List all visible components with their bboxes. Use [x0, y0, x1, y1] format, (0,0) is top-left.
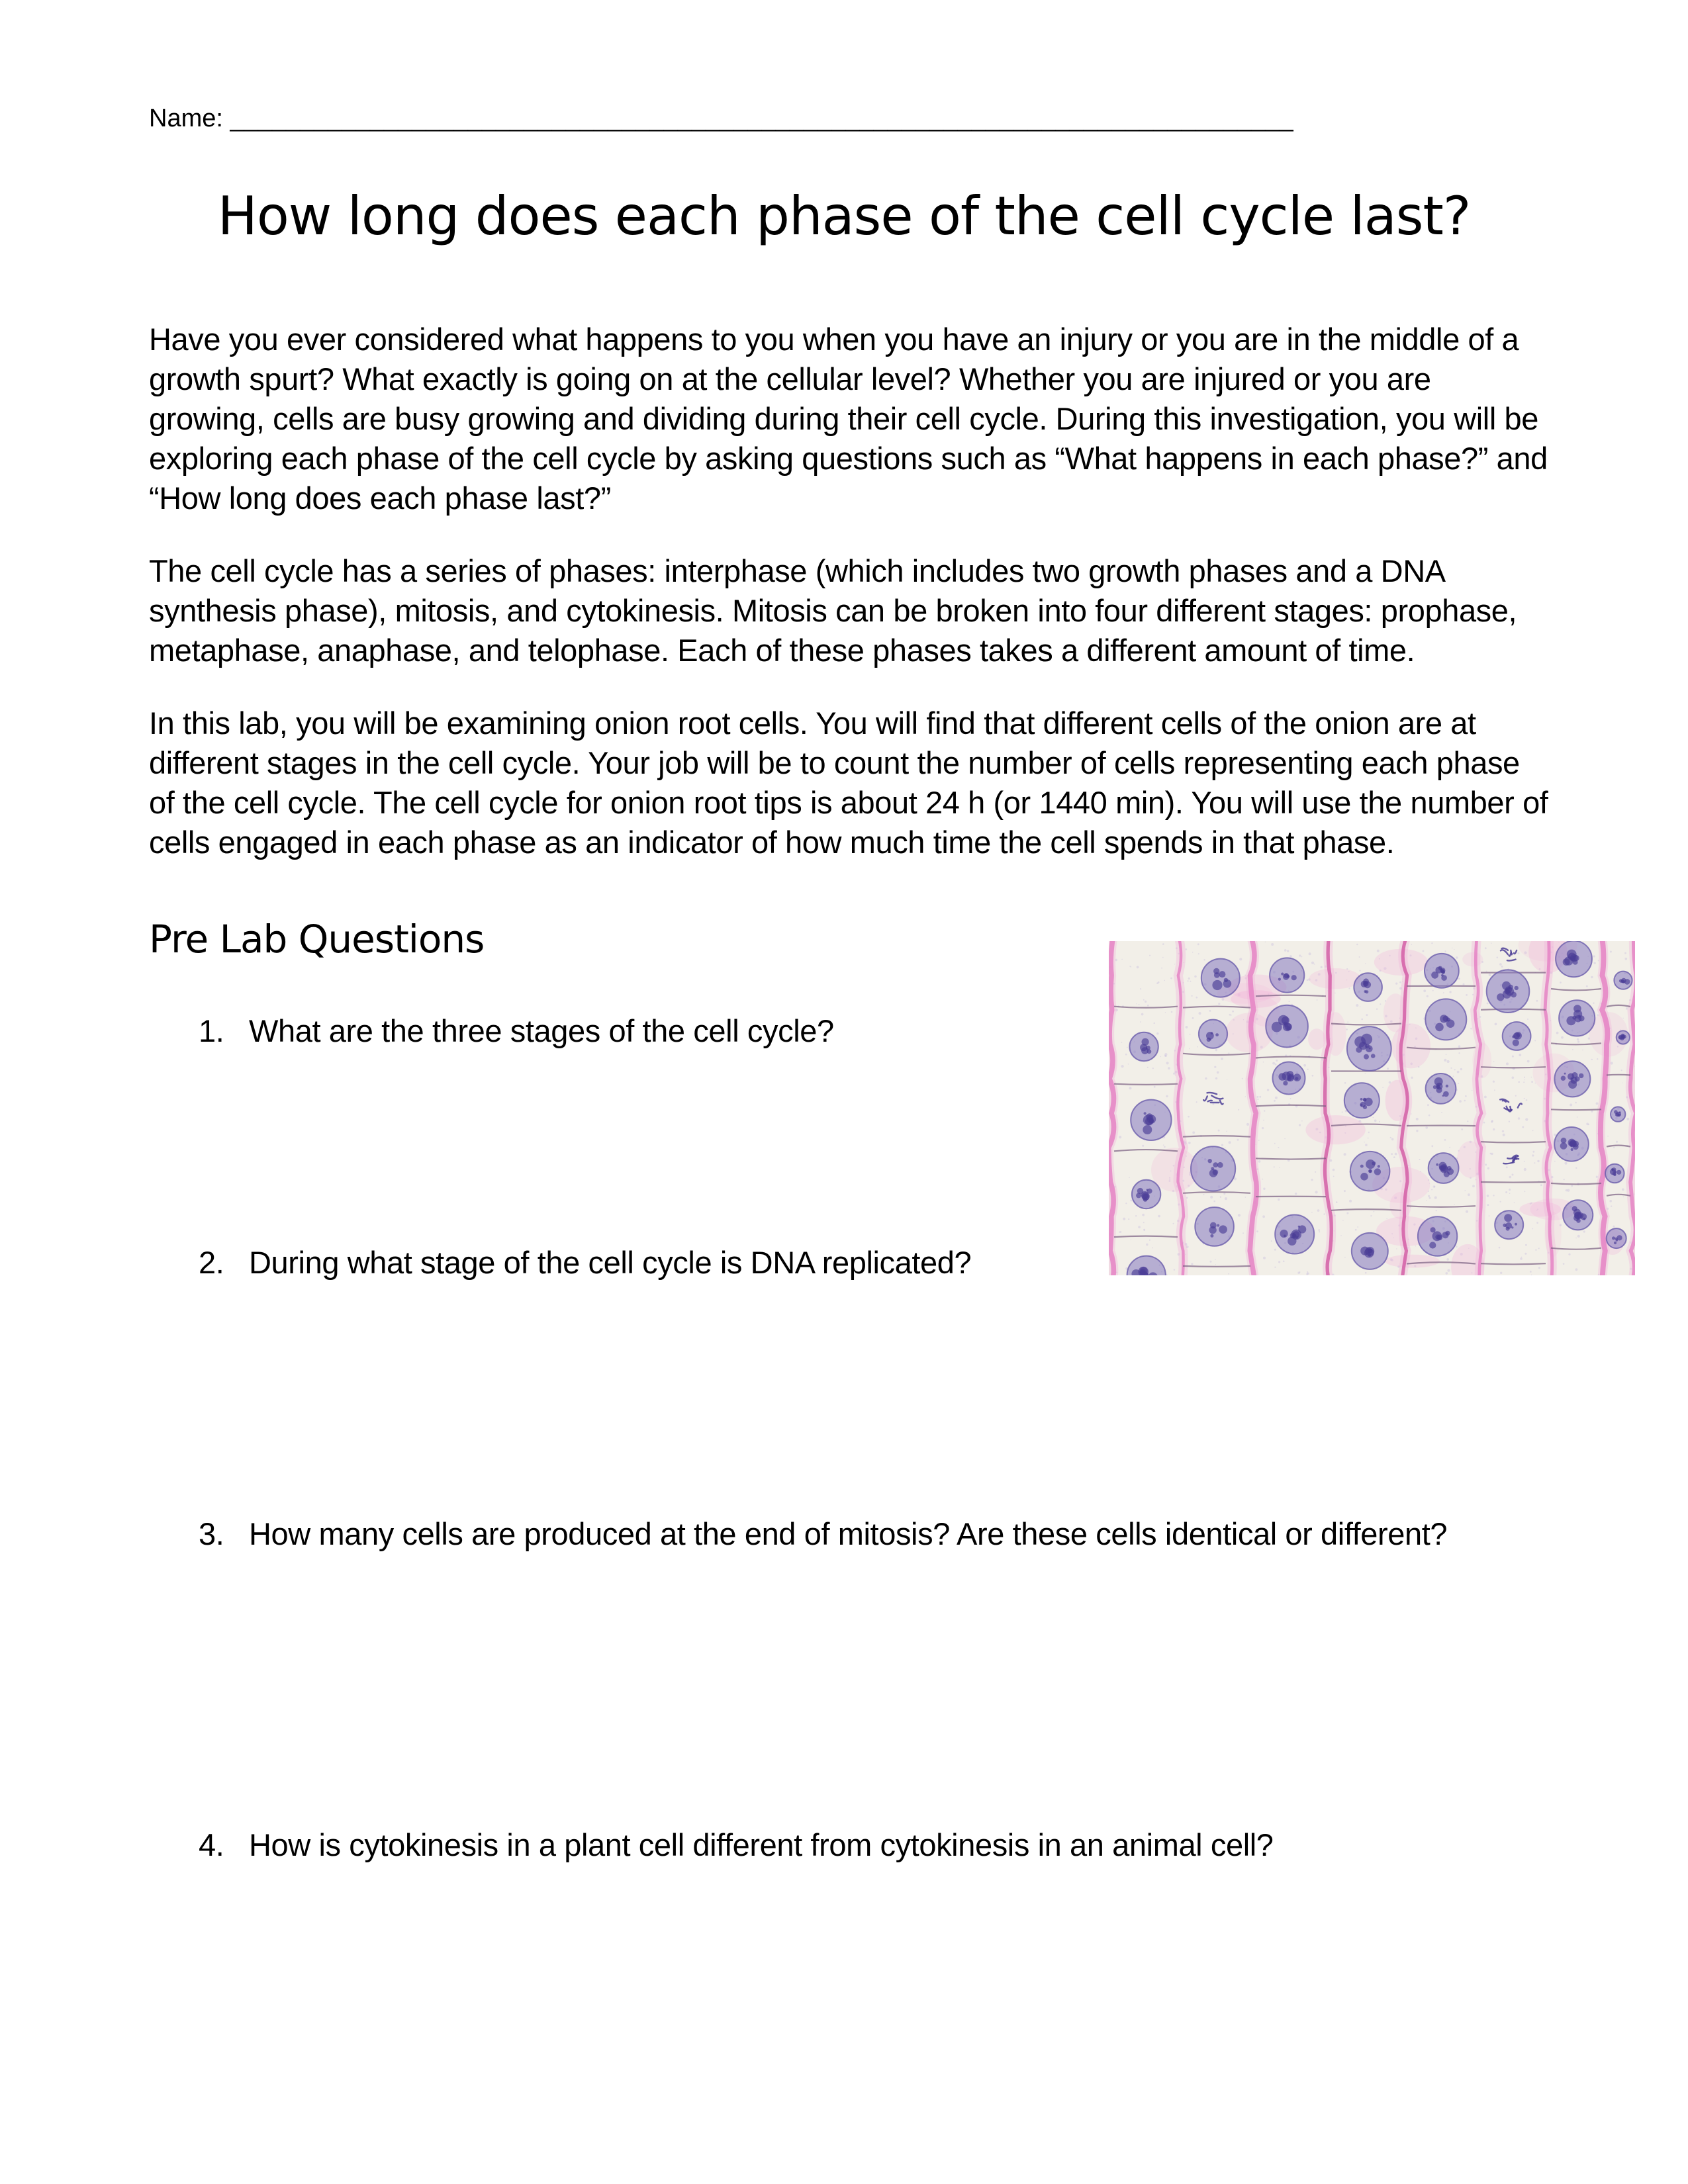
intro-paragraph-3: In this lab, you will be examining onion root cells. You will find that different cells of the onion are at different stages in the cell cycle. Your job will be to count the number of cells representing each phase of the cell cycle. The cell cycle for onion root tips is about 24 h (or 1440 min). You will use the number of cells engaged in each phase as an indicator of how much time the cell spends in that phase. — [149, 705, 1548, 860]
question-4-text: How is cytokinesis in a plant cell different from cytokinesis in an animal cell? — [249, 1827, 1274, 1862]
intro-paragraph-2: The cell cycle has a series of phases: interphase (which includes two growth phases and a DNA synthesis phase), mitosis, and cytokinesis. Mitosis can be broken into four different stages: prophase, metaphase, anaphase, and telophase. Each of these phases takes a different amount of time. — [149, 553, 1517, 668]
question-1 — [199, 1011, 834, 1051]
onion-root-tip-micrograph-image — [1109, 941, 1635, 1275]
prelab-questions-heading: Pre Lab Questions — [149, 917, 485, 962]
question-3-number: 3. — [199, 1516, 224, 1551]
question-2-text: During what stage of the cell cycle is DNA replicated? — [249, 1245, 972, 1280]
question-3-text: How many cells are produced at the end of mitosis? Are these cells identical or different? — [249, 1516, 1448, 1551]
page-title: How long does each phase of the cell cycle last? — [217, 185, 1471, 247]
question-4-number: 4. — [199, 1827, 224, 1862]
name-blank-line: ____________________________________________________________________________ — [230, 105, 1293, 132]
question-3 — [199, 1514, 1447, 1554]
question-4 — [199, 1825, 1274, 1865]
question-1-text: What are the three stages of the cell cycle? — [249, 1013, 834, 1048]
intro-paragraph-1: Have you ever considered what happens to you when you have an injury or you are in the middle of a growth spurt? What exactly is going on at the cellular level? Whether you are injured or you are growing, cells are busy growing and dividing during their cell cycle. During this investigation, you will be exploring each phase of the cell cycle by asking questions such as “What happens in each phase?” and “How long does each phase last?” — [149, 322, 1548, 516]
question-2-number: 2. — [199, 1245, 224, 1280]
question-2 — [199, 1243, 971, 1283]
name-row — [149, 105, 1293, 133]
onion-root-tip-micrograph — [1109, 941, 1635, 1275]
question-1-number: 1. — [199, 1013, 224, 1048]
name-label: Name: — [149, 105, 223, 132]
